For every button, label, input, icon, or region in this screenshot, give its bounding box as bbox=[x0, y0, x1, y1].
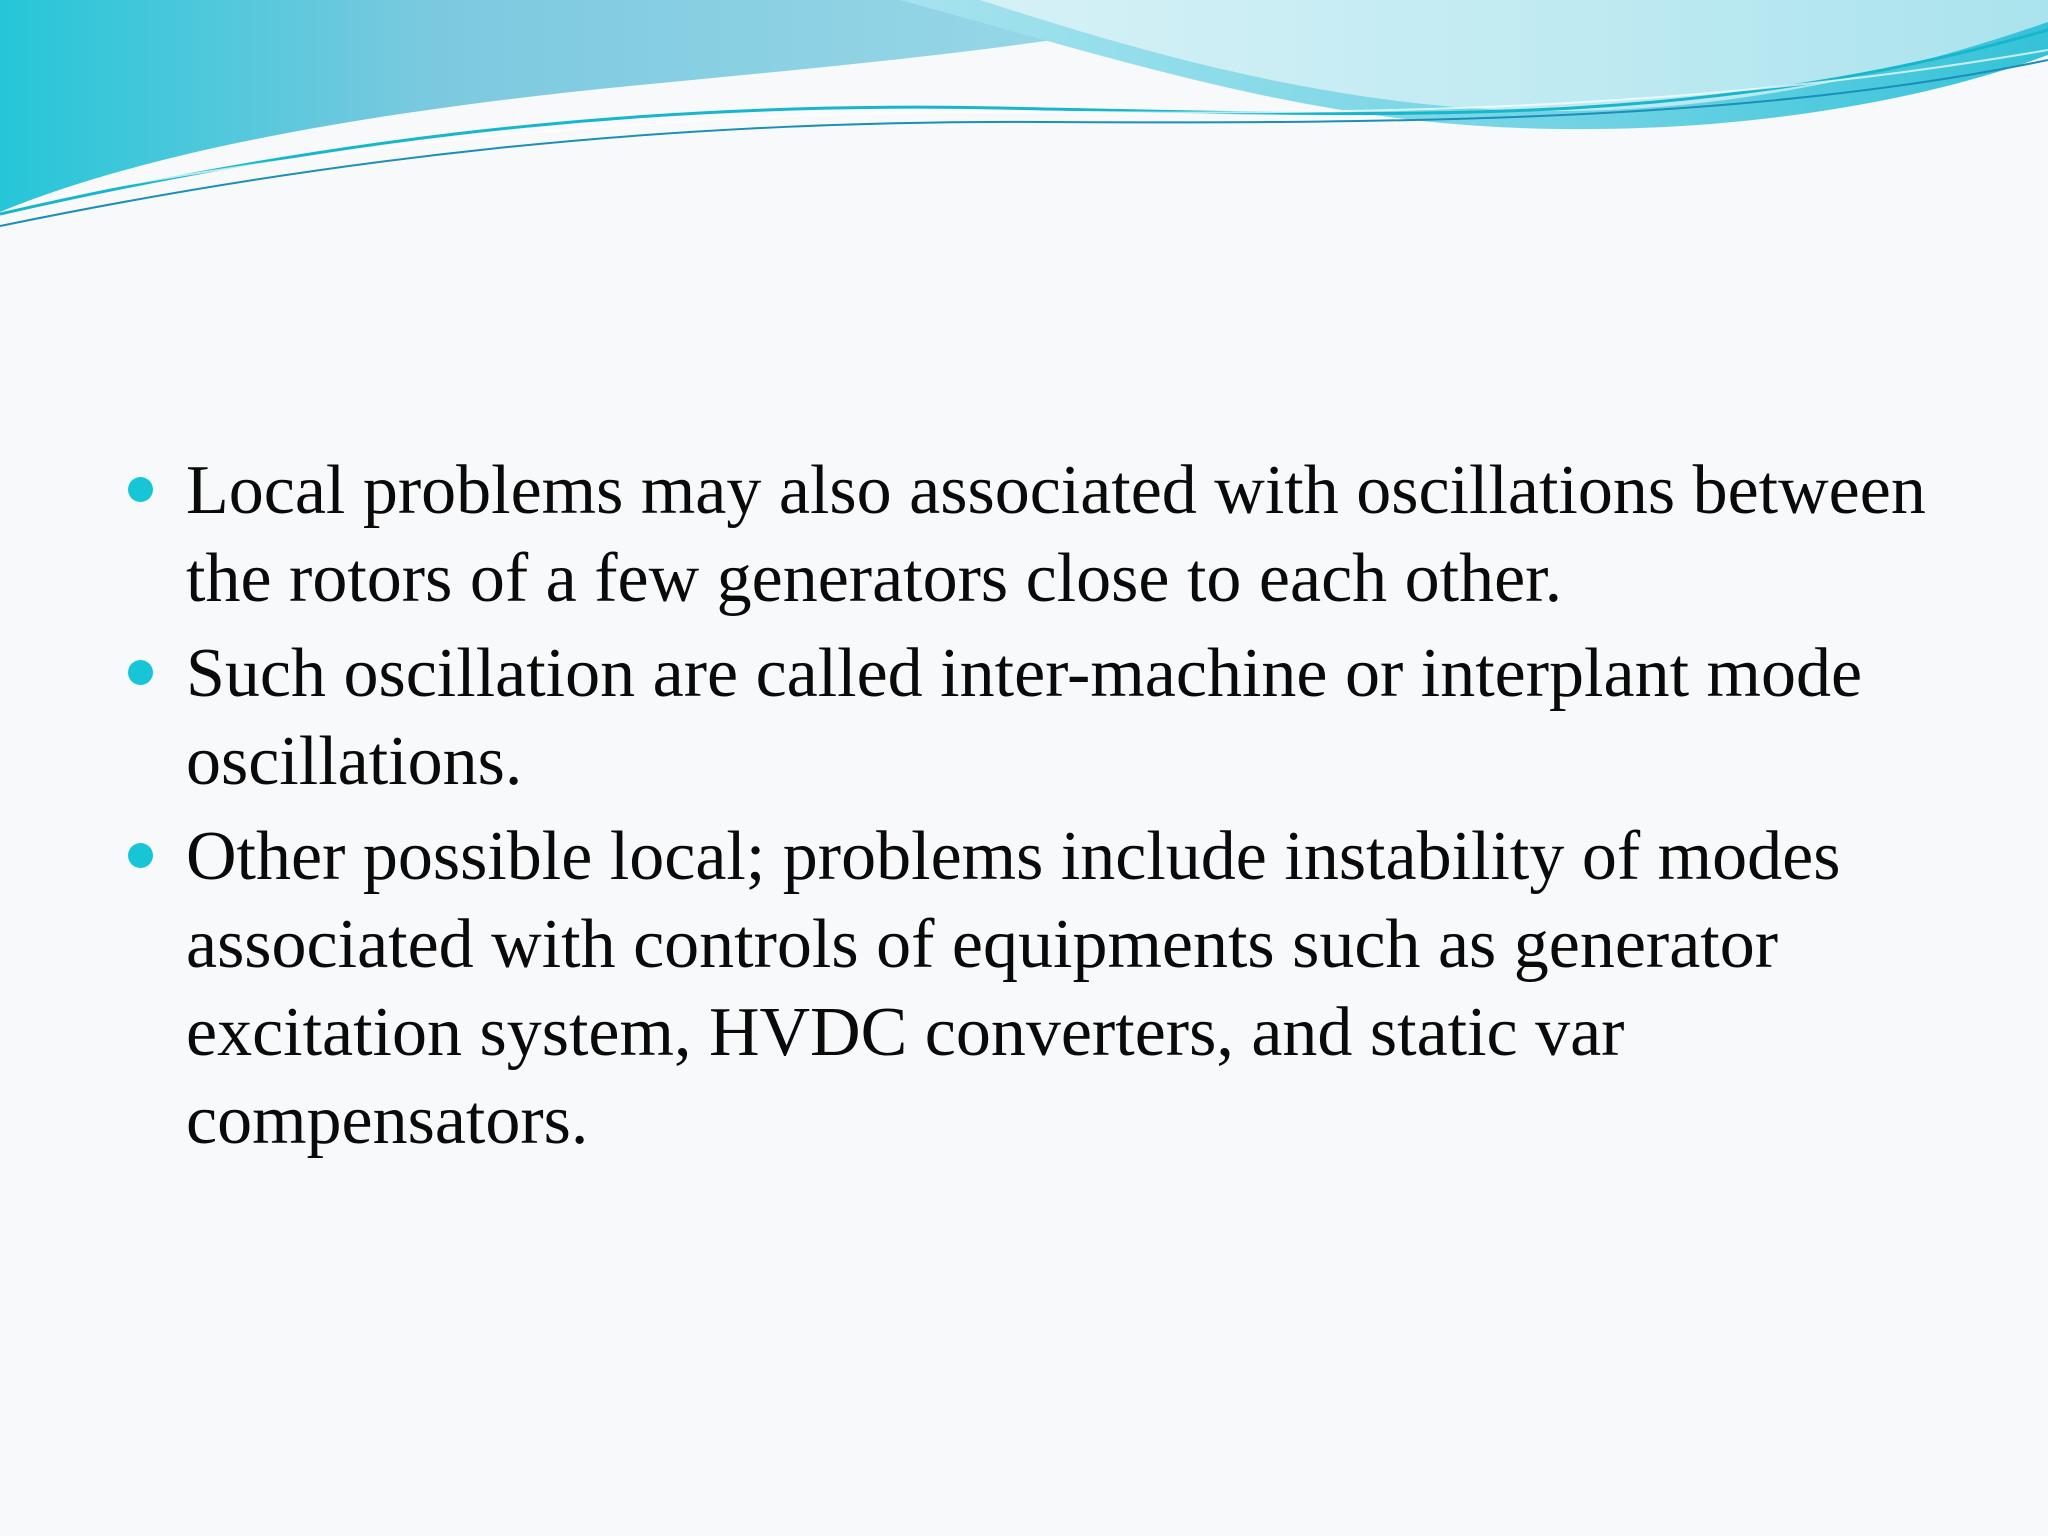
bullet-item bbox=[125, 813, 1945, 1165]
bullet-text: Local problems may also associated with oscillations between the rotors of a few generators close to each other. bbox=[186, 452, 1926, 617]
bullet-list bbox=[125, 447, 1945, 1165]
bullet-text: Other possible local; problems include instability of modes associated with controls of equipments such as generator excitation system, HVDC converters, and static var compensators. bbox=[186, 818, 1841, 1159]
bullet-dot-icon bbox=[128, 477, 153, 502]
bullet-item bbox=[125, 447, 1945, 623]
bullet-dot-icon bbox=[128, 660, 153, 685]
bullet-item bbox=[125, 630, 1945, 806]
wave-header-decoration bbox=[0, 0, 2048, 240]
bullet-content bbox=[125, 447, 1945, 1172]
bullet-text: Such oscillation are called inter-machine or interplant mode oscillations. bbox=[186, 635, 1863, 800]
bullet-dot-icon bbox=[128, 843, 153, 868]
